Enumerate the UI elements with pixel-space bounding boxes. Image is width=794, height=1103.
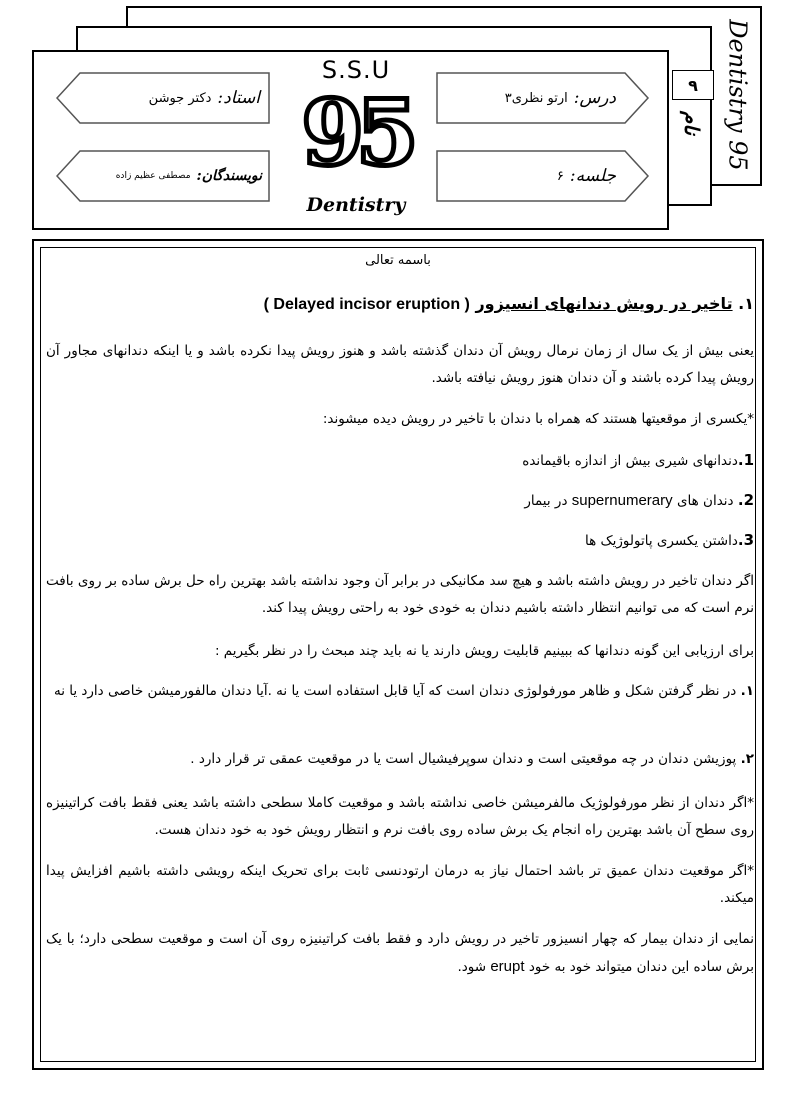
back-tab-text: Dentistry 95 (724, 19, 753, 171)
page-number: ۹ (688, 75, 698, 95)
list-item-3: 3.داشتن یکسری پاتولوژیک ها (585, 531, 754, 549)
paragraph-evaluation-intro: برای ارزیابی این گونه دندانها که ببینیم قابلیت رویش دارند یا نه باید چند مبحث را در نظر بگیریم : (214, 643, 754, 659)
logo (300, 54, 412, 226)
session-value: ۶ (556, 168, 564, 184)
logo-number: 95 (301, 80, 411, 186)
heading-fa: تاخیر در رویش دندانهای انسیزور (475, 294, 733, 313)
authors-value: مصطفی عظیم زاده (115, 171, 191, 181)
course-tag (440, 72, 616, 124)
course-value: ارتو نظری۳ (504, 90, 568, 106)
authors-label: نویسندگان: (196, 168, 262, 184)
teacher-label: استاد: (217, 88, 260, 108)
paragraph-deep: *اگر موقعیت دندان عمیق تر باشد احتمال نیاز به درمان ارتودنسی ثابت برای تحریک اینکه رویشی داشته باشیم افزایش پیدا میکند. (46, 863, 754, 906)
logo-top-text: S.S.U (321, 56, 391, 84)
paragraph-figure-caption: نمایی از دندان بیمار که چهار انسیزور تاخیر در رویش دارد و فقط بافت کراتینیزه روی آن است و موقعیت سطحی دارد؛ با یک برش ساده این دندان میتواند خود به خود erupt شود. (46, 931, 754, 975)
section-heading (46, 290, 754, 318)
sub-item-2: ۲. پوزیشن دندان در چه موقعیتی است و دندان سوپرفیشیال است یا در موقعیت عمقی تر قرار دارد . (190, 751, 754, 767)
paragraph-simple-incision: اگر دندان تاخیر در رویش داشته باشد و هیچ سد مکانیکی در برابر آن وجود نداشته باشد بهترین راه حل برش ساده بر روی بافت نرم است که می توانیم انتظار داشته باشیم دندان به خودی خود به راحتی رویش پیدا کند. (46, 573, 754, 616)
session-label: جلسه: (569, 166, 616, 186)
list-item-1: 1.دندانهای شیری بیش از اندازه باقیمانده (522, 451, 754, 469)
paragraph-superficial: *اگر دندان از نظر مورفولوژیک مالفرمیشن خاصی نداشته باشد و موقعیت کاملا سطحی داشته باشد یعنی فقط بافت کراتینیزه روی سطح آن باشد بهترین راه انجام یک برش ساده روی بافت نرم و انتظار رویش خود به خود دندان هست. (46, 795, 754, 838)
list-item-2: 2. دندان های supernumerary در بیمار (524, 491, 754, 509)
authors-tag (90, 150, 262, 202)
teacher-value: دکتر جوشن (148, 90, 212, 106)
heading-en: ( Delayed incisor eruption ) (263, 296, 470, 313)
logo-bottom-text: Dentistry (306, 194, 406, 216)
heading-number: ۱. (738, 294, 754, 313)
bismillah: باسمه تعالی (365, 253, 431, 268)
page-label: نام (679, 110, 704, 136)
session-tag (440, 150, 616, 202)
page-number-box (672, 70, 714, 100)
paragraph-conditions-intro: *یکسری از موقعیتها هستند که همراه با دندان با تاخیر در رویش دیده میشوند: (322, 411, 754, 427)
teacher-tag (100, 72, 260, 124)
paragraph-definition: یعنی بیش از یک سال از زمان نرمال رویش آن دندان گذشته باشد و هنوز رویش پیدا نکرده باشد و یا اینکه دندانهای مجاور آن رویش پیدا کرده باشند و آن دندان هنوز رویش نیافته باشد. (46, 343, 754, 386)
course-label: درس: (573, 88, 616, 108)
sub-item-1: ۱. در نظر گرفتن شکل و ظاهر مورفولوژی دندان است که آیا قابل استفاده است یا نه .آیا دندان مالفورمیشن خاصی دارد یا نه (53, 683, 754, 699)
